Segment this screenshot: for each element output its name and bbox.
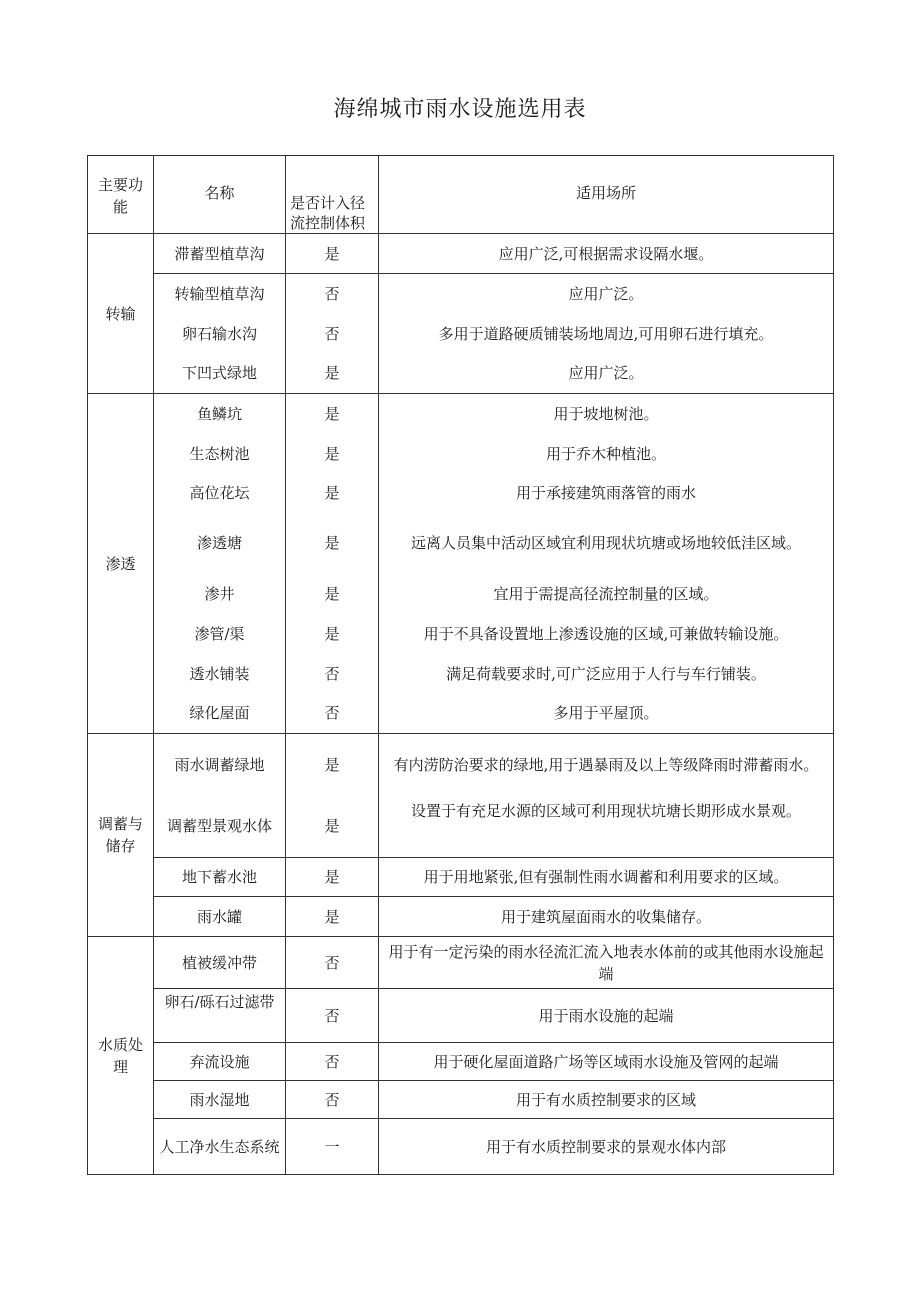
- counted-value: 否: [286, 654, 379, 694]
- table-row: [88, 574, 834, 614]
- applicable-text: 用于雨水设施的起端: [379, 989, 834, 1043]
- facility-name: 渗透塘: [154, 512, 286, 574]
- facility-name: 生态树池: [154, 434, 286, 474]
- header-function: 主要功能: [88, 156, 154, 234]
- facility-name: 植被缓冲带: [154, 937, 286, 989]
- applicable-text: 远离人员集中活动区域宜利用现状坑塘或场地较低洼区域。: [379, 512, 834, 574]
- table-row: [88, 1043, 834, 1081]
- function-water-quality: 水质处理: [88, 937, 154, 1175]
- counted-value: 否: [286, 1043, 379, 1081]
- counted-value: 否: [286, 694, 379, 734]
- counted-value: 是: [286, 434, 379, 474]
- applicable-text: 用于承接建筑雨落管的雨水: [379, 474, 834, 512]
- applicable-text: 多用于道路硬质铺装场地周边,可用卵石进行填充。: [379, 314, 834, 354]
- function-infiltration: 渗透: [88, 394, 154, 734]
- facility-name: 下凹式绿地: [154, 354, 286, 394]
- counted-value: 是: [286, 474, 379, 512]
- table-header-row: [88, 156, 834, 234]
- counted-value: 是: [286, 394, 379, 434]
- facility-name: 高位花坛: [154, 474, 286, 512]
- applicable-text: 用于硬化屋面道路广场等区域雨水设施及管网的起端: [379, 1043, 834, 1081]
- facility-name: 人工净水生态系统: [154, 1119, 286, 1175]
- applicable-text: 宜用于需提高径流控制量的区域。: [379, 574, 834, 614]
- header-name: 名称: [154, 156, 286, 234]
- function-transport: 转输: [88, 234, 154, 394]
- counted-value: 否: [286, 1081, 379, 1119]
- applicable-text: 用于建筑屋面雨水的收集储存。: [379, 897, 834, 937]
- facility-name: 卵石/砾石过滤带: [154, 989, 286, 1043]
- facility-name: 弃流设施: [154, 1043, 286, 1081]
- applicable-text: 用于用地紧张,但有强制性雨水调蓄和利用要求的区域。: [379, 858, 834, 897]
- function-storage: 调蓄与储存: [88, 734, 154, 937]
- header-applicable: 适用场所: [379, 156, 834, 234]
- header-counted: 是否计入径流控制体积: [286, 156, 379, 234]
- applicable-text: 用于坡地树池。: [379, 394, 834, 434]
- facility-name: 雨水罐: [154, 897, 286, 937]
- table-row: [88, 694, 834, 734]
- facility-name: 雨水湿地: [154, 1081, 286, 1119]
- counted-value: 否: [286, 274, 379, 314]
- facility-name: 卵石输水沟: [154, 314, 286, 354]
- counted-value: 是: [286, 512, 379, 574]
- facility-name: 渗井: [154, 574, 286, 614]
- counted-value: 否: [286, 937, 379, 989]
- applicable-text: 应用广泛。: [379, 354, 834, 394]
- page-title: 海绵城市雨水设施选用表: [333, 97, 587, 122]
- facility-name: 滞蓄型植草沟: [154, 234, 286, 274]
- facility-name: 地下蓄水池: [154, 858, 286, 897]
- counted-value: 是: [286, 734, 379, 796]
- table-row: [88, 1081, 834, 1119]
- facility-name: 雨水调蓄绿地: [154, 734, 286, 796]
- table-row: [88, 897, 834, 937]
- table-row: [88, 234, 834, 274]
- applicable-text: 用于有一定污染的雨水径流汇流入地表水体前的或其他雨水设施起端: [379, 937, 834, 989]
- applicable-text: 应用广泛。: [379, 274, 834, 314]
- applicable-text: 应用广泛,可根据需求设隔水堰。: [379, 234, 834, 274]
- table-row: [88, 858, 834, 897]
- counted-value: 一: [286, 1119, 379, 1175]
- counted-value: 否: [286, 989, 379, 1043]
- counted-value: 是: [286, 574, 379, 614]
- counted-value: 是: [286, 858, 379, 897]
- table-row: [88, 274, 834, 314]
- table-row: [88, 734, 834, 796]
- table-row: [88, 474, 834, 512]
- facility-name: 调蓄型景观水体: [154, 796, 286, 858]
- applicable-text: 满足荷载要求时,可广泛应用于人行与车行铺装。: [379, 654, 834, 694]
- table-row: [88, 1119, 834, 1175]
- facility-name: 渗管/渠: [154, 614, 286, 654]
- table-row: [88, 434, 834, 474]
- table-row: [88, 654, 834, 694]
- applicable-text: 用于不具备设置地上渗透设施的区域,可兼做转输设施。: [379, 614, 834, 654]
- table-row: [88, 512, 834, 574]
- applicable-text: 有内涝防治要求的绿地,用于遇暴雨及以上等级降雨时滞蓄雨水。: [379, 734, 834, 796]
- table-row: [88, 614, 834, 654]
- applicable-text: 设置于有充足水源的区域可利用现状坑塘长期形成水景观。: [379, 796, 834, 858]
- table-row: [88, 314, 834, 354]
- facility-name: 鱼鳞坑: [154, 394, 286, 434]
- table-row: [88, 989, 834, 1043]
- counted-value: 是: [286, 897, 379, 937]
- counted-value: 是: [286, 796, 379, 858]
- counted-value: 是: [286, 354, 379, 394]
- applicable-text: 用于乔木种植池。: [379, 434, 834, 474]
- applicable-text: 用于有水质控制要求的景观水体内部: [379, 1119, 834, 1175]
- table-row: [88, 796, 834, 858]
- table-row: [88, 354, 834, 394]
- counted-value: 否: [286, 314, 379, 354]
- facility-name: 转输型植草沟: [154, 274, 286, 314]
- counted-value: 是: [286, 234, 379, 274]
- applicable-text: 用于有水质控制要求的区域: [379, 1081, 834, 1119]
- table-row: [88, 937, 834, 989]
- facility-name: 透水铺装: [154, 654, 286, 694]
- counted-value: 是: [286, 614, 379, 654]
- facility-table: [87, 155, 834, 1175]
- table-row: [88, 394, 834, 434]
- facility-name: 绿化屋面: [154, 694, 286, 734]
- applicable-text: 多用于平屋顶。: [379, 694, 834, 734]
